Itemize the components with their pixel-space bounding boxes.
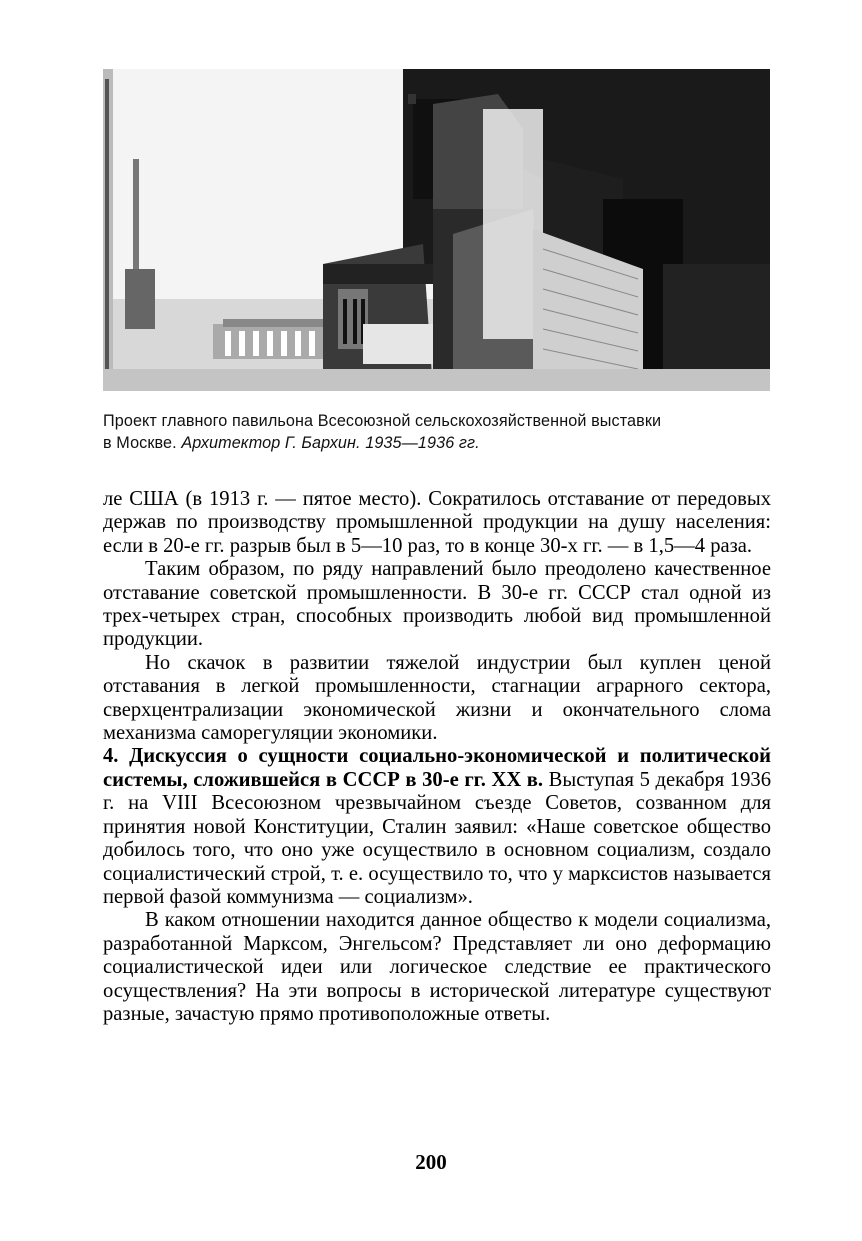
caption-line-1: Проект главного павильона Всесоюзной сельскохозяйственной выставки	[103, 412, 662, 430]
section-paragraph	[103, 745, 771, 909]
caption-author: Архитектор Г. Бархин. 1935—1936 гг.	[181, 434, 480, 452]
pavilion-illustration	[103, 69, 770, 391]
paragraph: В каком отношении находится данное общество к модели социализма, разработанной Марксом, Энгельсом? Представляет ли оно деформацию социалистической идеи или логическое следствие ее практического осуществления? На эти вопросы в исторической литературе существуют разные, зачастую прямо противоположные ответы.	[103, 909, 771, 1025]
paragraph-continuation: ле США (в 1913 г. — пятое место). Сократилось отставание от передовых держав по производству промышленной продукции на душу населения: если в 20-е гг. разрыв был в 5—10 раз, то в конце 30-х гг. — в 1,5—4 раза.	[103, 488, 771, 557]
section-heading: 4. Дискуссия о сущности социально-экономической и политической системы, сложившейся в СССР в 30-е гг. XX в.	[103, 745, 771, 791]
caption-line-2	[103, 432, 773, 454]
caption-location: в Москве.	[103, 434, 182, 452]
paragraph: Но скачок в развитии тяжелой индустрии был куплен ценой отставания в легкой промышленности, стагнации аграрного сектора, сверхцентрализации экономической жизни и окончательного слома механизма саморегуляции экономики.	[103, 651, 771, 745]
page-number: 200	[415, 1150, 447, 1174]
section-text: Выступая 5 декабря 1936 г. на VIII Всесоюзном чрезвычайном съезде Советов, созванном для принятия новой Конституции, Сталин заявил: «Наше советское общество добилось того, что оно уже осуществило в основном социализм, создало социалистический строй, т. е. осуществило то, что у марксистов называется первой фазой коммунизма — социализм».	[103, 768, 771, 908]
figure-caption	[103, 410, 773, 454]
body-text	[103, 488, 771, 1026]
paragraph: Таким образом, по ряду направлений было преодолено качественное отставание советской промышленности. В 30-е гг. СССР стал одной из трех-четырех стран, способных производить любой вид промышленной продукции.	[103, 558, 771, 651]
